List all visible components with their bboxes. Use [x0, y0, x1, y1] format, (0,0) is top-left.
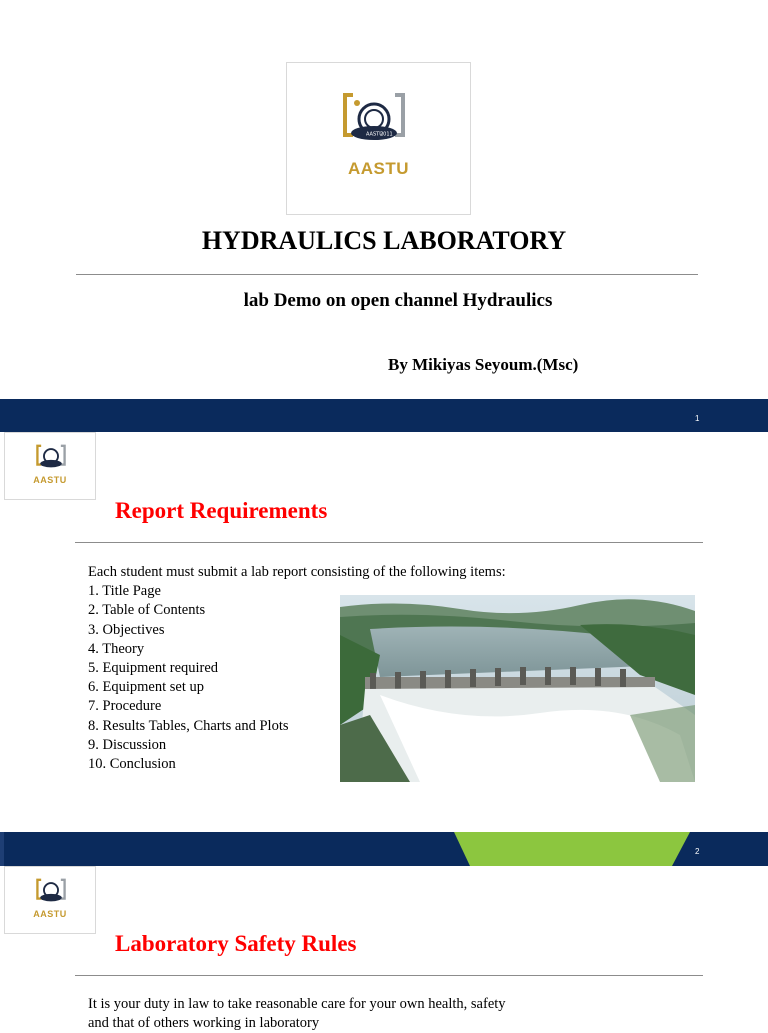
- slide-number: 2: [695, 847, 700, 856]
- aastu-logo-small: [4, 432, 96, 500]
- heading-divider: [75, 975, 703, 976]
- intro-line: It is your duty in law to take reasonable care for your own health, safety: [88, 996, 506, 1012]
- page-title: HYDRAULICS LABORATORY: [201, 226, 567, 255]
- slide-2-footer-bar: [0, 832, 768, 866]
- list-item: 6. Equipment set up: [88, 679, 204, 696]
- slide-1-footer-bar: [0, 399, 768, 432]
- dam-spillway-photo: [340, 595, 695, 782]
- section-heading: Report Requirements: [115, 498, 328, 523]
- aastu-logo-large: [286, 62, 471, 215]
- slide-1: [0, 0, 768, 432]
- intro-text: Each student must submit a lab report consisting of the following items:: [88, 564, 506, 580]
- slide-number: 1: [695, 414, 700, 423]
- slide-3: [0, 866, 768, 1032]
- aastu-emblem-icon: [33, 877, 69, 907]
- intro-line: and that of others working in laboratory: [88, 1015, 320, 1032]
- title-divider: [76, 274, 698, 275]
- section-heading: Laboratory Safety Rules: [115, 931, 357, 956]
- dam-illustration-icon: [340, 595, 695, 782]
- list-item: 2. Table of Contents: [88, 602, 206, 619]
- seal-text: AASTU: [366, 131, 383, 138]
- logo-wordmark: AASTU: [33, 475, 67, 485]
- heading-divider: [75, 542, 703, 543]
- logo-wordmark: AASTU: [33, 909, 67, 919]
- page-subtitle: lab Demo on open channel Hydraulics: [243, 290, 553, 311]
- list-item: 3. Objectives: [88, 621, 165, 638]
- aastu-emblem-icon: [339, 89, 409, 153]
- list-item: 7. Procedure: [88, 698, 162, 715]
- list-item: 10. Conclusion: [88, 756, 176, 773]
- list-item: 4. Theory: [88, 640, 145, 657]
- list-item: 8. Results Tables, Charts and Plots: [88, 717, 289, 734]
- aastu-logo-small: [4, 866, 96, 934]
- list-item: 9. Discussion: [88, 736, 167, 753]
- list-item: 5. Equipment required: [88, 660, 219, 677]
- list-item: 1. Title Page: [88, 583, 161, 600]
- seal-year: 2011: [380, 131, 393, 138]
- footer-band-graphic: [0, 832, 768, 866]
- safety-intro: [88, 995, 506, 1033]
- logo-wordmark: AASTU: [347, 159, 410, 178]
- author-byline: By Mikiyas Seyoum.(Msc): [388, 355, 579, 374]
- slide-2: [0, 432, 768, 832]
- aastu-emblem-icon: [33, 443, 69, 473]
